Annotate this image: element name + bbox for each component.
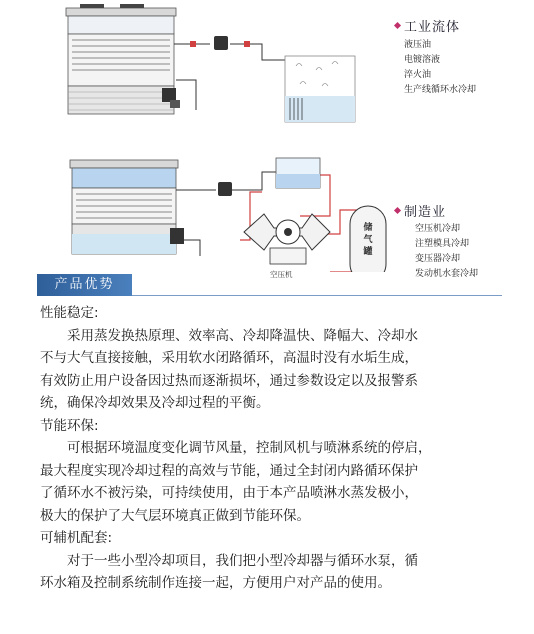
compressor-label: 空压机: [270, 270, 293, 279]
section-heading: 性能稳定:: [40, 305, 99, 321]
section-heading: 可辅机配套:: [40, 530, 113, 546]
product-advantages-banner: 产品优势: [37, 274, 132, 296]
bottom-cooling-tower: [70, 160, 184, 254]
heat-exchanger: [276, 158, 320, 188]
section-heading: 节能环保:: [40, 417, 99, 434]
list-item: 淬火油: [404, 70, 432, 80]
list-item: 变压器冷却: [415, 254, 461, 264]
paragraph-line: 有效防止用户设备因过热而逐渐损坏，通过参数设定以及报警系: [40, 372, 418, 389]
top-group-list: [404, 38, 476, 98]
paragraph-line: 极大的保护了大气层环境真正做到节能环保。: [40, 507, 310, 524]
top-group-heading: 工业流体: [404, 20, 461, 35]
paragraph-line: 可根据环境温度变化调节风量，控制风机与喷淋系统的停启，: [67, 440, 432, 456]
bottom-group-list: [415, 222, 478, 282]
list-item: 空压机冷却: [415, 224, 461, 234]
paragraph-line: 最大程度实现冷却过程的高效与节能，通过全封闭内路循环保护: [40, 462, 418, 479]
top-reservoir: [285, 56, 355, 122]
list-item: 电镀溶液: [404, 55, 441, 65]
bottom-group-heading: 制造业: [404, 205, 447, 220]
paragraph-line: 对于一些小型冷却项目，我们把小型冷却器与循环水泵，循: [67, 552, 418, 569]
tank-label: 储气罐: [363, 223, 373, 257]
paragraph-line: 采用蒸发换热原理、效率高、冷却降温快、降幅大、冷却水: [67, 327, 418, 344]
air-compressor: [244, 214, 330, 264]
list-item: 注塑模具冷却: [415, 239, 470, 249]
top-cooling-tower: [66, 4, 180, 114]
paragraph-line: 环水箱及控制系统制作连接一起，方便用户对产品的使用。: [40, 575, 391, 591]
paragraph-line: 不与大气直接接触，采用软水闭路循环，高温时没有水垢生成，: [40, 350, 418, 366]
bottom-pump: [218, 182, 232, 196]
list-item: 发动机水套冷却: [415, 269, 479, 279]
paragraph-line: 了循环水不被污染，可持续使用，由于本产品喷淋水蒸发极小，: [40, 485, 418, 501]
banner-divider: [132, 295, 502, 296]
paragraph-line: 统，确保冷却效果及冷却过程的平衡。: [40, 395, 270, 411]
list-item: 生产线循环水冷却: [404, 85, 477, 95]
list-item: 液压油: [404, 40, 432, 50]
top-piping: [174, 44, 285, 110]
advantages-content: [40, 302, 510, 595]
top-pump: [214, 36, 228, 50]
